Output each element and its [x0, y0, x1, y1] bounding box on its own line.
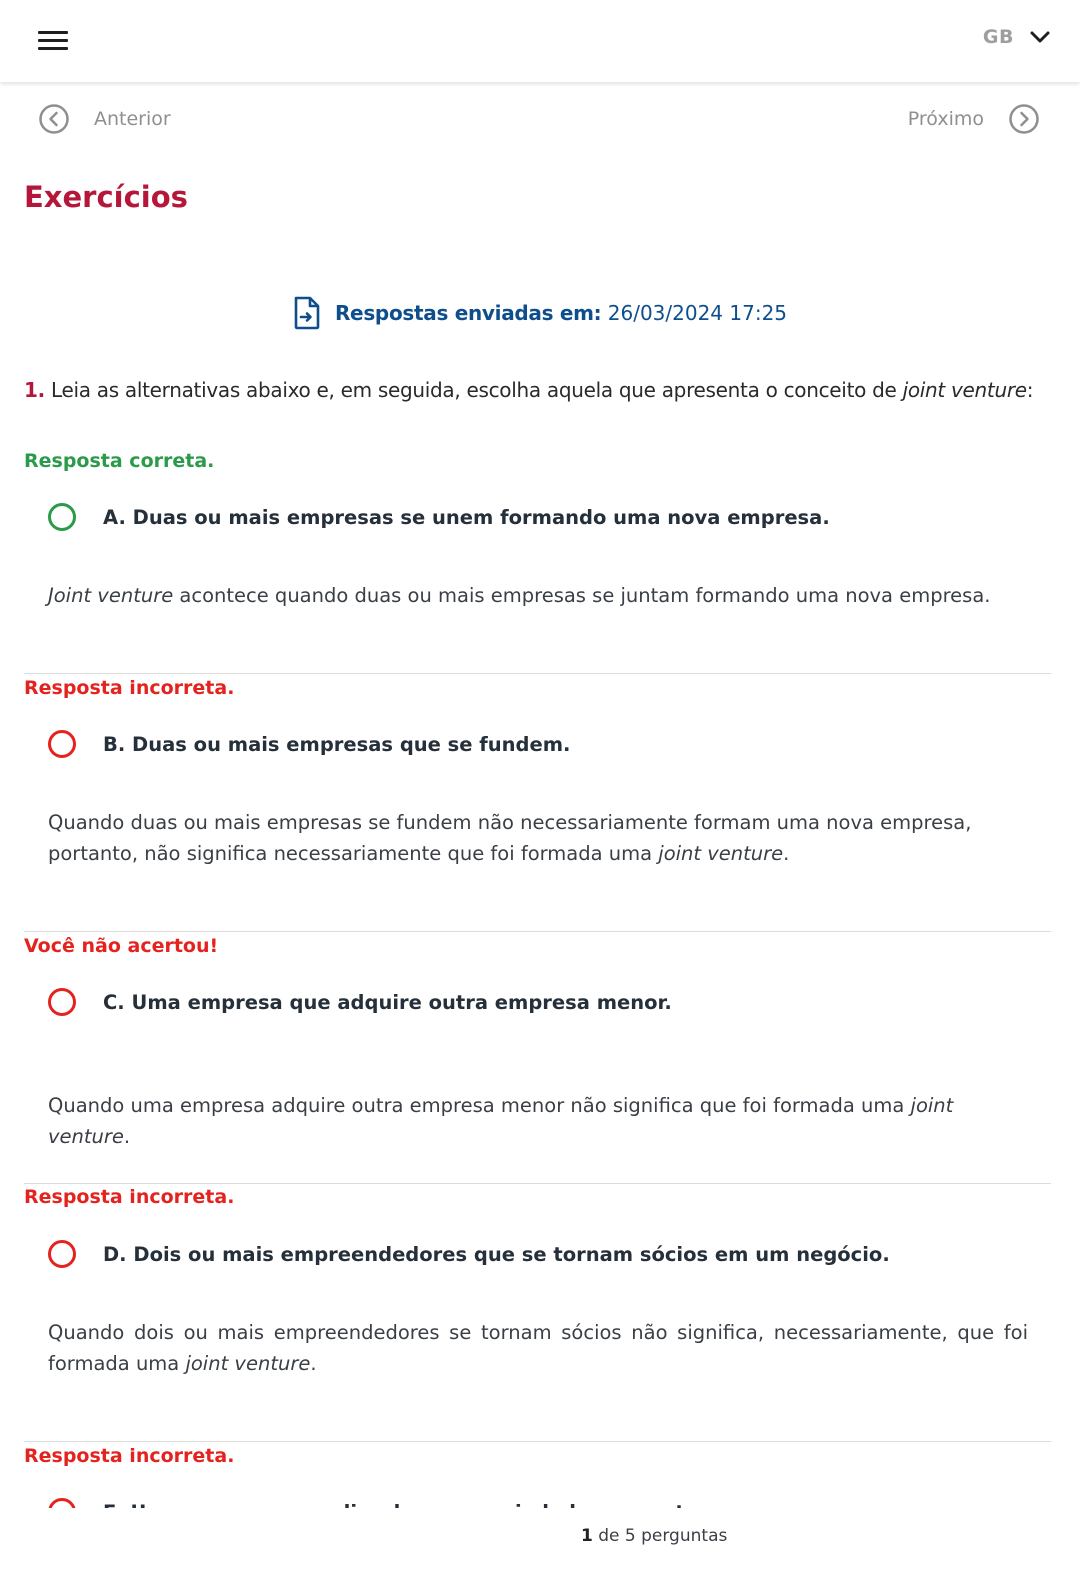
- option-c[interactable]: [48, 988, 672, 1016]
- answer-status: Resposta correta.: [24, 450, 215, 472]
- top-bar: [0, 0, 1080, 82]
- next-button[interactable]: [908, 103, 1040, 135]
- question-text-before: Leia as alternativas abaixo e, em seguida, escolha aquela que apresenta o conceito de: [50, 378, 903, 402]
- chevron-left-circle-icon: [38, 103, 70, 135]
- feedback-term: joint venture: [48, 1094, 954, 1148]
- previous-label: Anterior: [94, 108, 171, 130]
- option-label: C. Uma empresa que adquire outra empresa menor.: [103, 990, 672, 1014]
- feedback-text: acontece quando duas ou mais empresas se juntam formando uma nova empresa.: [173, 584, 991, 607]
- divider: [24, 1441, 1051, 1442]
- counter-current: 1: [581, 1526, 593, 1546]
- submission-label: Respostas enviadas em:: [334, 301, 602, 325]
- option-e-clip: [0, 1490, 1080, 1510]
- answer-status: Você não acertou!: [24, 935, 219, 957]
- question-text-italic: joint venture: [902, 378, 1027, 402]
- feedback-term: joint venture: [185, 1352, 311, 1375]
- option-label: A. Duas ou mais empresas se unem formando uma nova empresa.: [103, 505, 830, 529]
- feedback-text-end: .: [783, 842, 790, 865]
- question-text-after: :: [1026, 378, 1034, 402]
- counter-total: de 5 perguntas: [592, 1526, 728, 1546]
- feedback-term: joint venture: [658, 842, 784, 865]
- answer-status: Resposta incorreta.: [24, 1186, 235, 1208]
- option-feedback: [48, 580, 1028, 611]
- feedback-text-end: .: [310, 1352, 317, 1375]
- answer-status: Resposta incorreta.: [24, 1445, 235, 1467]
- option-d[interactable]: [48, 1240, 890, 1268]
- chevron-right-circle-icon: [1008, 103, 1040, 135]
- feedback-text: Quando duas ou mais empresas se fundem não necessariamente formam uma nova empresa, portanto, não significa necessariamente que foi formada uma: [48, 811, 972, 865]
- footer-bar: [0, 1508, 1080, 1575]
- option-feedback: [48, 1090, 1028, 1152]
- divider: [24, 931, 1051, 932]
- page-title: Exercícios: [24, 180, 188, 214]
- submission-info: [0, 296, 1080, 330]
- question-text: [24, 378, 1054, 402]
- feedback-term: Joint venture: [48, 584, 174, 607]
- radio-icon[interactable]: [48, 503, 76, 531]
- radio-icon[interactable]: [48, 1240, 76, 1268]
- answer-status: Resposta incorreta.: [24, 677, 235, 699]
- document-submit-icon: [293, 296, 321, 330]
- option-feedback: [48, 807, 1028, 869]
- feedback-text: Quando uma empresa adquire outra empresa menor não significa que foi formada uma: [48, 1094, 911, 1117]
- divider: [24, 673, 1051, 674]
- feedback-text-end: .: [123, 1125, 131, 1148]
- hamburger-menu-icon[interactable]: [38, 30, 68, 52]
- user-initials: GB: [982, 26, 1014, 48]
- radio-icon[interactable]: [48, 730, 76, 758]
- next-label: Próximo: [907, 108, 984, 130]
- option-a[interactable]: [48, 503, 830, 531]
- question-number: 1.: [24, 378, 45, 402]
- submission-datetime: 26/03/2024 17:25: [607, 301, 788, 325]
- option-label: D. Dois ou mais empreendedores que se tornam sócios em um negócio.: [103, 1242, 890, 1266]
- chevron-down-icon: [1030, 30, 1050, 44]
- question-counter: [581, 1526, 727, 1546]
- divider: [24, 1183, 1051, 1184]
- radio-icon[interactable]: [48, 988, 76, 1016]
- previous-button[interactable]: [38, 103, 171, 135]
- feedback-text: Quando dois ou mais empreendedores se tornam sócios não significa, necessariamente, que foi formada uma: [48, 1321, 1028, 1375]
- option-b[interactable]: [48, 730, 570, 758]
- user-menu[interactable]: [983, 26, 1050, 48]
- option-feedback: [48, 1317, 1028, 1379]
- option-label: B. Duas ou mais empresas que se fundem.: [103, 732, 571, 756]
